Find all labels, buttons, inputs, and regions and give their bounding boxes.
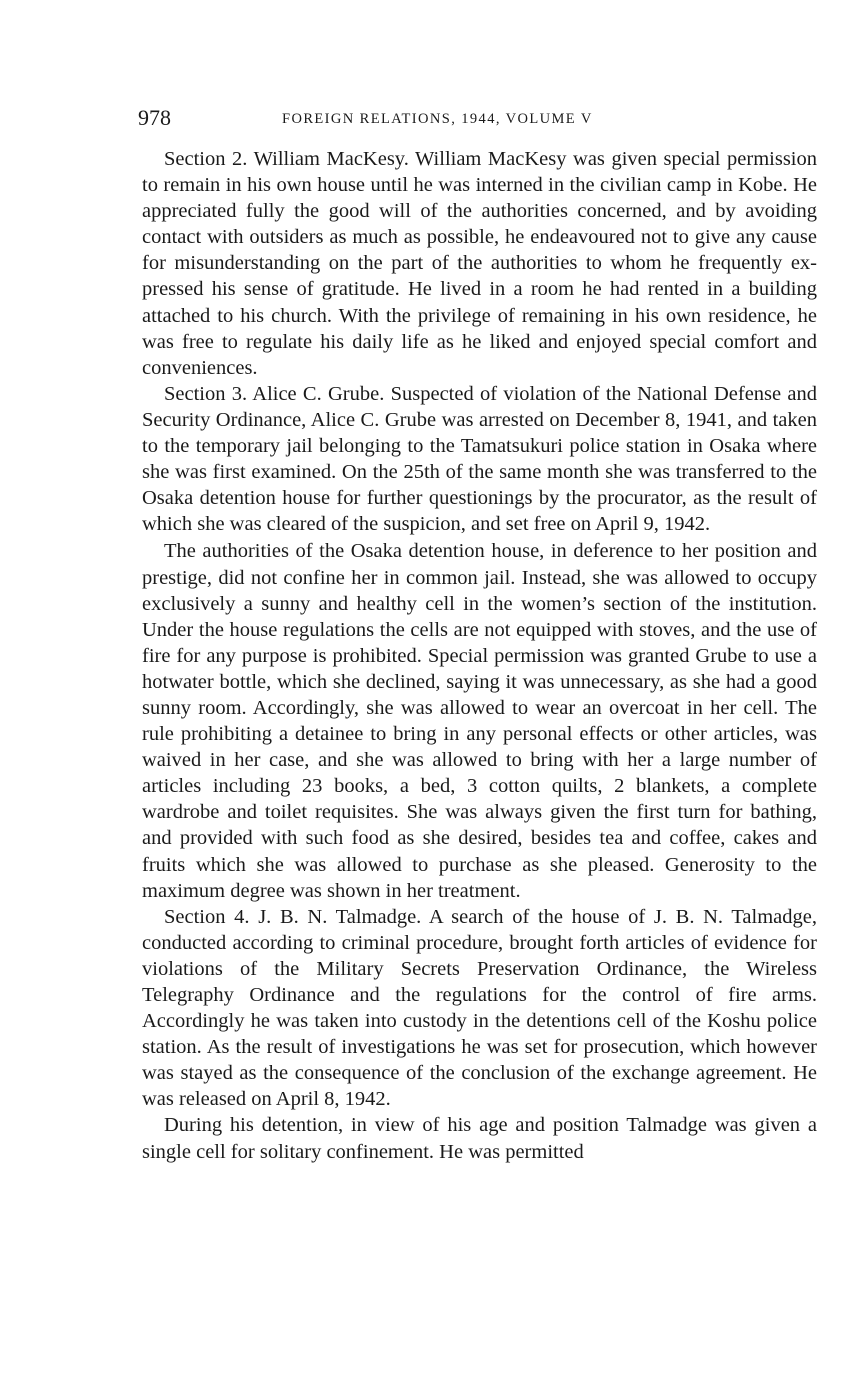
paragraph-section-2: Section 2. William MacKesy. William MacKesy was given special permission to remain in his own house until he was interned in the civilian camp in Kobe. He appreciated fully the good will of the authorities concerned, and by avoiding contact with outsiders as much as possible, he endeavoured not to give any cause for misunderstanding on the part of the authorities to whom he frequently expressed his sense of gratitude. He lived in a room he had rented in a building attached to his church. With the privilege of remaining in his own residence, he was free to regulate his daily life as he liked and enjoyed special comfort and conveniences.	[142, 148, 817, 379]
paragraph-osaka-detention: The authorities of the Osaka detention house, in deference to her position and prestige, did not confine her in common jail. Instead, she was allowed to occupy exclusively a sunny and healthy cell in the women’s section of the institution. Under the house regulations the cells are not equipped with stoves, and the use of fire for any purpose is prohibited. Special permission was granted Grube to use a hotwater bottle, which she declined, saying it was unnecessary, as she had a good sunny room. Accordingly, she was allowed to wear an overcoat in her cell. The rule prohibiting a detainee to bring in any personal effects or other articles, was waived in her case, and she was allowed to bring with her a large number of articles including 23 books, a bed, 3 cotton quilts, 2 blankets, a complete wardrobe and toilet requisites. She was always given the first turn for bathing, and provided with such food as she desired, besides tea and coffee, cakes and fruits which she was allowed to purchase as she pleased. Generosity to the maximum degree was shown in her treatment.	[142, 540, 817, 902]
paragraph-section-4: Section 4. J. B. N. Talmadge. A search of the house of J. B. N. Talmadge, conducted according to criminal procedure, brought forth articles of evidence for violations of the Military Secrets Preservation Ordinance, the Wireless Telegraphy Ordinance and the regulations for the control of fire arms. Accordingly he was taken into custody in the detentions cell of the Koshu police station. As the result of investigations he was set for prosecution, which however was stayed as the consequence of the conclusion of the exchange agreement. He was released on April 8, 1942.	[142, 905, 817, 1111]
paragraph-section-3: Section 3. Alice C. Grube. Suspected of violation of the National Defense and Security Ordinance, Alice C. Grube was arrested on December 8, 1941, and taken to the temporary jail belonging to the Tamatsukuri police station in Osaka where she was first examined. On the 25th of the same month she was transferred to the Osaka detention house for further questionings by the procurator, as the result of which she was cleared of the suspicion, and set free on April 9, 1942.	[142, 382, 817, 536]
page-header	[138, 104, 818, 134]
running-title: FOREIGN RELATIONS, 1944, VOLUME V	[282, 111, 593, 127]
paragraph-talmadge-detention: During his detention, in view of his age and position Talmadge was given a single cell for solitary confinement. He was permitted	[142, 1114, 817, 1163]
page-number: 978	[138, 105, 171, 130]
body-text	[142, 146, 817, 1165]
